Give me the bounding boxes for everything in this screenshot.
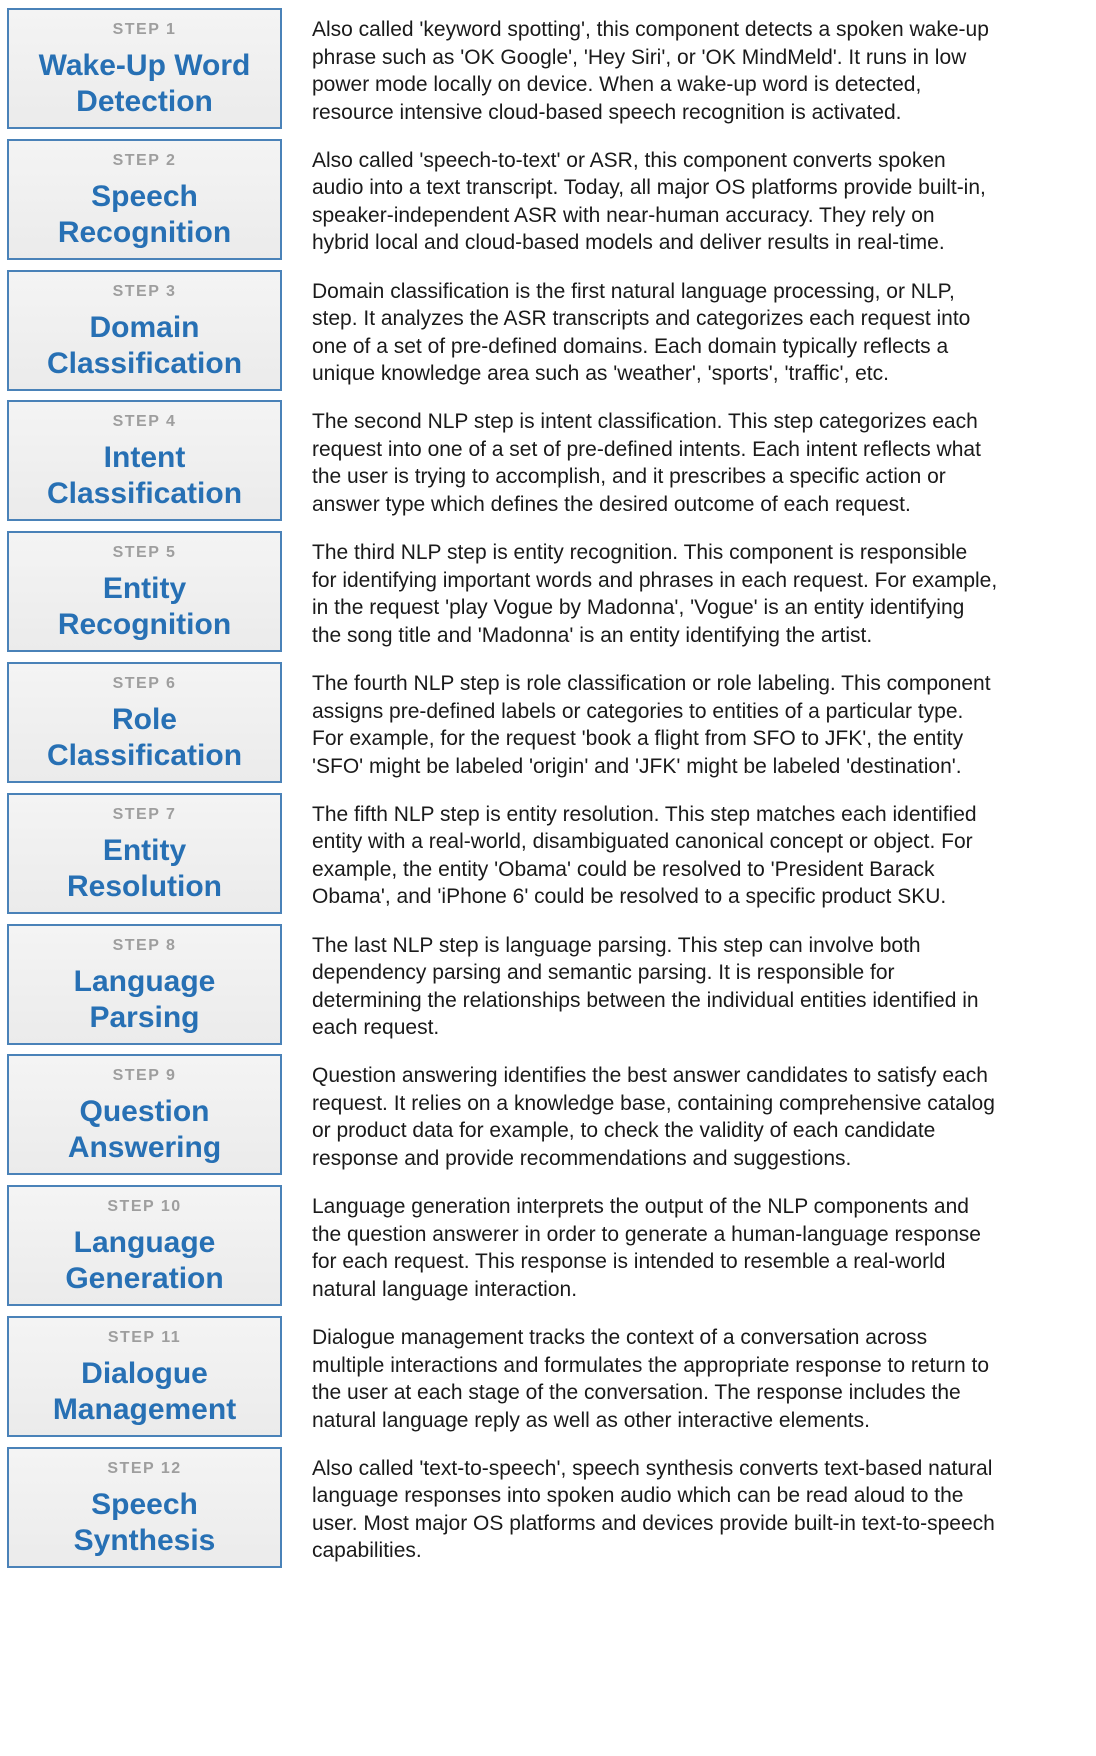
- pipeline-step-row: [0, 924, 1096, 1071]
- step-box: [7, 924, 282, 1045]
- step-box: [7, 1054, 282, 1175]
- step-box: [7, 1185, 282, 1306]
- pipeline-step-row: [0, 1316, 1096, 1463]
- pipeline-step-row: [0, 662, 1096, 809]
- step-title: Entity Recognition: [57, 572, 232, 642]
- step-box: [7, 270, 282, 391]
- step-number-label: STEP 1: [112, 21, 177, 38]
- pipeline-step-row: [0, 1447, 1096, 1594]
- step-title: Role Classification: [46, 703, 243, 772]
- step-box: [7, 139, 282, 260]
- step-box: [7, 8, 282, 129]
- step-title: Language Parsing: [73, 964, 216, 1034]
- step-box: [7, 662, 282, 783]
- step-description: Question answering identifies the best answer candidates to satisfy each request. It relies on a knowledge base, containing comprehensive catalog or product data for example, to check the validity of each candidate response and provide recommendations and suggestions.: [312, 1064, 995, 1170]
- step-title: Question Answering: [67, 1095, 222, 1165]
- step-box: [7, 1316, 282, 1437]
- pipeline-step-row: [0, 270, 1096, 417]
- step-number-label: STEP 9: [112, 1067, 177, 1085]
- pipeline-step-row: [0, 139, 1096, 286]
- step-description: Language generation interprets the output of the NLP components and the question answerer in order to generate a human-language response for each request. This response is intended to resemble a real-world natural language interaction.: [312, 1195, 981, 1301]
- step-number-label: STEP 3: [112, 282, 177, 300]
- step-description: Also called 'text-to-speech', speech synthesis converts text-based natural language responses into spoken audio which can be read aloud to the user. Most major OS platforms and devices provide built-in text-to-speech capabilities.: [312, 1456, 995, 1563]
- step-title: Intent Classification: [46, 441, 243, 511]
- step-title: Speech Synthesis: [73, 1487, 216, 1557]
- step-number-label: STEP 2: [112, 151, 177, 169]
- step-number-label: STEP 7: [112, 805, 177, 823]
- step-title: Entity Resolution: [67, 833, 222, 903]
- step-description: The fourth NLP step is role classification or role labeling. This component assigns pre-defined labels or categories to entities of a particular type. For example, for the request 'book a flight from SFO to JFK', the entity 'SFO' might be labeled 'origin' and 'JFK' might be labeled 'destination'.: [312, 672, 991, 778]
- step-number-label: STEP 8: [112, 936, 177, 954]
- step-number-label: STEP 10: [107, 1198, 182, 1216]
- step-number-label: STEP 12: [107, 1459, 182, 1477]
- step-title: Domain Classification: [46, 310, 243, 380]
- step-number-label: STEP 4: [112, 413, 177, 431]
- step-description: The third NLP step is entity recognition. This component is responsible for identifying important words and phrases in each request. For example, in the request 'play Vogue by Madonna', 'Vogue' is an entity identifying the song title and 'Madonna' is an entity identifying the artist.: [312, 541, 998, 647]
- step-description: The fifth NLP step is entity resolution. This step matches each identified entity with a real-world, disambiguated canonical concept or object. For example, the entity 'Obama' could be resolved to 'President Barack Obama', and 'iPhone 6' could be resolved to a specific product SKU.: [312, 802, 977, 909]
- step-description: Dialogue management tracks the context of a conversation across multiple interactions and formulates the appropriate response to return to the user at each stage of the conversation. The response includes the natural language reply as well as other interactive elements.: [312, 1326, 990, 1432]
- step-title: Wake-Up Word Detection: [38, 49, 251, 118]
- step-description: Also called 'keyword spotting', this component detects a spoken wake-up phrase such as 'OK Google', 'Hey Siri', or 'OK MindMeld'. It runs in low power mode locally on device. When a wake-up word is detected, resource intensive cloud-based speech recognition is activated.: [312, 18, 989, 124]
- step-box: [7, 531, 282, 652]
- step-box: [7, 793, 282, 914]
- pipeline-step-row: [0, 1185, 1096, 1332]
- step-description: The second NLP step is intent classification. This step categorizes each request into one of a set of pre-defined intents. Each intent reflects what the user is trying to accomplish, and it prescribes a specific action or answer type which defines the desired outcome of each request.: [312, 410, 981, 516]
- pipeline-step-row: [0, 400, 1096, 547]
- step-title: Dialogue Management: [52, 1357, 237, 1426]
- step-description: Also called 'speech-to-text' or ASR, this component converts spoken audio into a text transcript. Today, all major OS platforms provide built-in, speaker-independent ASR with near-human accuracy. They rely on hybrid local and cloud-based models and deliver results in real-time.: [312, 148, 986, 255]
- step-title: Language Generation: [65, 1226, 224, 1296]
- pipeline-step-row: [0, 793, 1096, 940]
- step-box: [7, 400, 282, 521]
- step-description: Domain classification is the first natural language processing, or NLP, step. It analyzes the ASR transcripts and categorizes each request into one of a set of pre-defined domains. Each domain typically reflects a unique knowledge area such as 'weather', 'sports', 'traffic', etc.: [312, 279, 971, 386]
- step-box: [7, 1447, 282, 1568]
- step-title: Speech Recognition: [57, 179, 232, 249]
- pipeline-step-row: [0, 531, 1096, 678]
- pipeline-step-row: [0, 8, 1096, 155]
- step-number-label: STEP 5: [112, 544, 177, 562]
- pipeline-step-row: [0, 1054, 1096, 1201]
- step-number-label: STEP 11: [107, 1329, 182, 1346]
- step-number-label: STEP 6: [112, 675, 177, 692]
- step-description: The last NLP step is language parsing. This step can involve both dependency parsing and semantic parsing. It is responsible for determining the relationships between the individual entities identified in each request.: [312, 933, 979, 1040]
